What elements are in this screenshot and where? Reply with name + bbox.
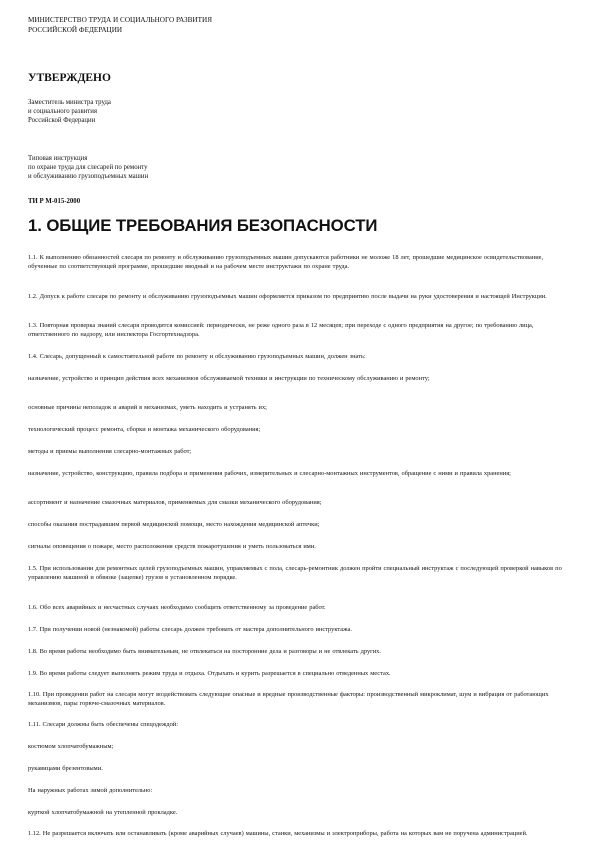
- section-heading: 1. ОБЩИЕ ТРЕБОВАНИЯ БЕЗОПАСНОСТИ: [28, 216, 378, 235]
- paragraph-1-1: 1.1. К выполнению обязанностей слесаря по ремонту и обслуживанию грузоподъемных машин допускаются работники не моложе 18 лет, прошедшие медицинское освидетельствование, обученные по соответствующей программе, прошедшие вводный и на рабочем месте инструктажи по охране труда.: [28, 254, 544, 271]
- ministry-line-2: РОССИЙСКОЙ ФЕДЕРАЦИИ: [28, 25, 123, 34]
- deputy-line-1: Заместитель министра труда: [28, 99, 111, 106]
- list-item: На наружных работах зимой дополнительно:: [28, 787, 153, 794]
- approved-stamp: УТВЕРЖДЕНО: [28, 72, 111, 84]
- deputy-block: [28, 98, 111, 125]
- paragraph-1-7: 1.7. При получении новой (незнакомой) работы слесарь должен требовать от мастера дополнительного инструктажа.: [28, 626, 352, 633]
- list-item: курткой хлопчатобумажной на утепленной прокладке.: [28, 809, 178, 816]
- document-page: [28, 16, 576, 837]
- list-item: способы оказания пострадавшим первой медицинской помощи, место нахождения медицинской аптечки;: [28, 521, 320, 528]
- list-item: костюмом хлопчатобумажным;: [28, 743, 114, 750]
- instruction-line-3: и обслуживанию грузоподъемных машин: [28, 173, 149, 180]
- paragraph-1-9: 1.9. Во время работы следует выполнять режим труда и отдыха. Отдыхать и курить разрешается в специально отведенных местах.: [28, 670, 391, 677]
- list-item: методы и приемы выполнения слесарно-монтажных работ;: [28, 448, 192, 455]
- paragraph-1-2: 1.2. Допуск к работе слесаря по ремонту и обслуживанию грузоподъемных машин оформляется приказом по предприятию после выдачи на руки удостоверения и настоящей Инструкции.: [28, 293, 547, 300]
- ministry-line-1: МИНИСТЕРСТВО ТРУДА И СОЦИАЛЬНОГО РАЗВИТИЯ: [28, 16, 212, 24]
- paragraph-1-3: 1.3. Повторная проверка знаний слесаря проводится комиссией: периодически, не реже одного раза в 12 месяцев; при переходе с одного предприятия на другое; по требованию лица, ответственного по надзору, или инспектора Госгортехнадзора.: [28, 322, 534, 339]
- paragraph-1-8: 1.8. Во время работы необходимо быть внимательным, не отвлекаться на посторонние дела и разговоры и не отвлекать других.: [28, 648, 381, 655]
- paragraph-1-4: 1.4. Слесарь, допущенный к самостоятельной работе по ремонту и обслуживанию грузоподъемных машин, должен знать:: [28, 353, 366, 360]
- instruction-title-block: [28, 154, 148, 181]
- list-item: технологический процесс ремонта, сборки и монтажа механического оборудования;: [28, 426, 261, 433]
- instruction-line-2: по охране труда для слесарей по ремонту: [28, 164, 148, 171]
- list-item: сигналы оповещения о пожаре, место расположения средств пожаротушения и уметь пользоваться ими.: [28, 543, 316, 550]
- paragraph-1-12: 1.12. Не разрешается включать или останавливать (кроме аварийных случаев) машины, станки, механизмы и электроприборы, работа на которых вам не поручена администрацией.: [28, 830, 528, 837]
- list-item: рукавицами брезентовыми.: [28, 765, 103, 772]
- paragraph-1-6: 1.6. Обо всех аварийных и несчастных случаях необходимо сообщить ответственному за проведение работ.: [28, 604, 326, 611]
- ministry-header: [28, 16, 576, 35]
- list-item: назначение, устройство и принцип действия всех механизмов обслуживаемой техники и инструкции по техническому обслуживанию и ремонту;: [28, 375, 430, 382]
- paragraph-1-5: 1.5. При использовании для ремонтных целей грузоподъемных машин, управляемых с пола, слесарь-ремонтник должен пройти специальный инструктаж с последующей проверкой навыков по управлению машиной и обвязке (зацепке) грузов в установленном порядке.: [28, 565, 562, 582]
- paragraph-1-11: 1.11. Слесари должны быть обеспечены спецодеждой:: [28, 721, 179, 728]
- list-item: ассортимент и назначение смазочных материалов, применяемых для смазки механического оборудования;: [28, 499, 322, 506]
- deputy-line-2: и социального развития: [28, 108, 98, 115]
- list-item: основные причины неполадок и аварий в механизмах, уметь находить и устранять их;: [28, 404, 267, 411]
- instruction-code: ТИ Р М-015-2000: [28, 198, 81, 205]
- deputy-line-3: Российской Федерации: [28, 117, 96, 124]
- paragraph-1-10: 1.10. При проведении работ на слесаря могут воздействовать следующие опасные и вредные производственные факторы: производственный микроклимат, шум и вибрация от работающих механизмов, пары горюче-смазочных материалов.: [28, 691, 549, 708]
- instruction-line-1: Типовая инструкция: [28, 155, 88, 162]
- list-item: назначение, устройство, конструкцию, правила подбора и применения рабочих, измерительных и слесарно-монтажных инструментов, обращение с ними и правила хранения;: [28, 470, 511, 477]
